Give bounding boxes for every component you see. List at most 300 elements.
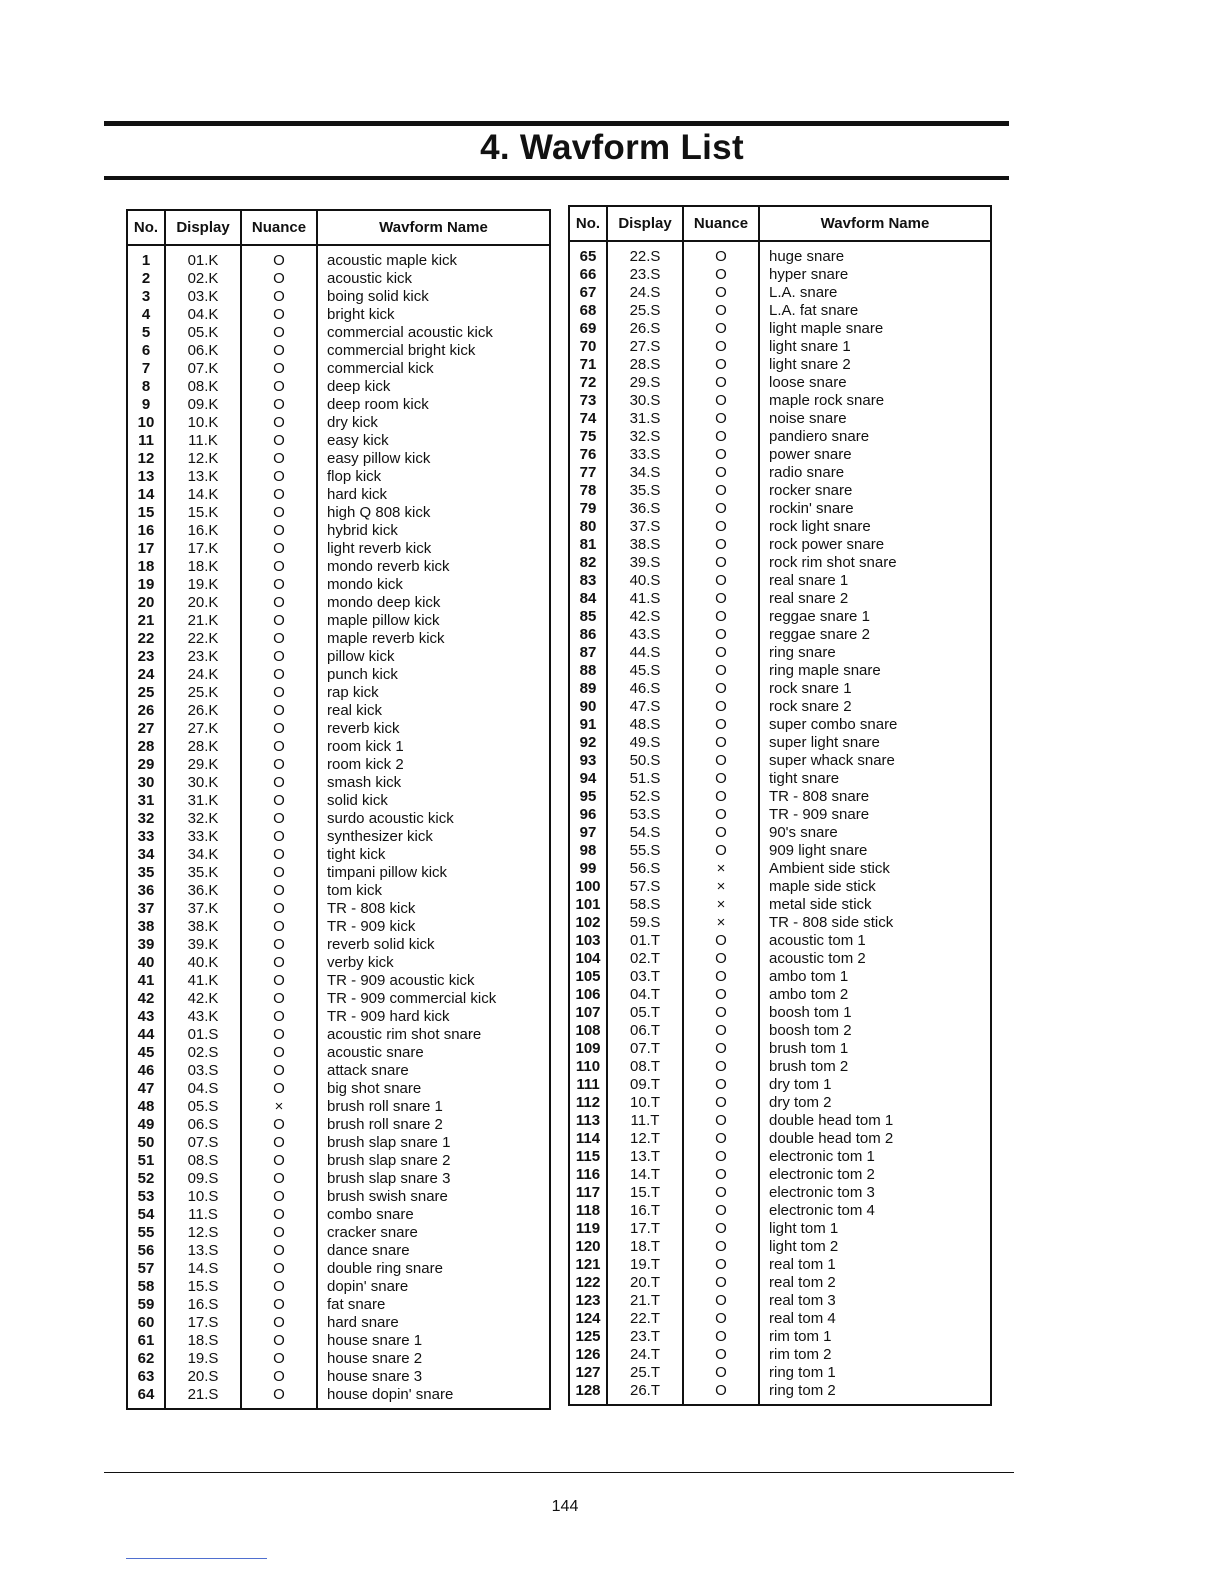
cell-no: 73 xyxy=(569,392,607,410)
cell-no: 30 xyxy=(127,774,165,792)
cell-nuance: O xyxy=(683,518,759,536)
table-row xyxy=(569,518,991,536)
cell-no: 111 xyxy=(569,1076,607,1094)
cell-no: 79 xyxy=(569,500,607,518)
cell-wavform-name: attack snare xyxy=(317,1062,550,1080)
cell-no: 94 xyxy=(569,770,607,788)
cell-no: 97 xyxy=(569,824,607,842)
cell-display: 53.S xyxy=(607,806,683,824)
cell-nuance: O xyxy=(241,738,317,756)
cell-display: 38.K xyxy=(165,918,241,936)
cell-no: 15 xyxy=(127,504,165,522)
cell-nuance: O xyxy=(241,900,317,918)
cell-display: 47.S xyxy=(607,698,683,716)
cell-nuance: O xyxy=(683,752,759,770)
cell-display: 44.S xyxy=(607,644,683,662)
header-rule-bottom xyxy=(104,176,1009,180)
cell-wavform-name: dry tom 2 xyxy=(759,1094,991,1112)
cell-no: 5 xyxy=(127,324,165,342)
cell-no: 103 xyxy=(569,932,607,950)
cell-no: 76 xyxy=(569,446,607,464)
cell-wavform-name: ring snare xyxy=(759,644,991,662)
cell-no: 42 xyxy=(127,990,165,1008)
table-row xyxy=(127,846,550,864)
table-row xyxy=(127,648,550,666)
footer-rule xyxy=(104,1472,1014,1473)
cell-no: 56 xyxy=(127,1242,165,1260)
cell-display: 27.S xyxy=(607,338,683,356)
table-row xyxy=(569,932,991,950)
table-row xyxy=(569,716,991,734)
cell-nuance: O xyxy=(241,1044,317,1062)
cell-wavform-name: dry tom 1 xyxy=(759,1076,991,1094)
cell-nuance: O xyxy=(241,522,317,540)
cell-no: 36 xyxy=(127,882,165,900)
table-row xyxy=(127,1368,550,1386)
cell-nuance: O xyxy=(241,972,317,990)
cell-no: 35 xyxy=(127,864,165,882)
cell-wavform-name: timpani pillow kick xyxy=(317,864,550,882)
cell-wavform-name: brush slap snare 2 xyxy=(317,1152,550,1170)
cell-no: 37 xyxy=(127,900,165,918)
cell-nuance: O xyxy=(683,968,759,986)
cell-nuance: O xyxy=(683,1112,759,1130)
cell-no: 88 xyxy=(569,662,607,680)
table-row xyxy=(569,1094,991,1112)
cell-nuance: O xyxy=(683,284,759,302)
cell-nuance: O xyxy=(683,842,759,860)
cell-wavform-name: radio snare xyxy=(759,464,991,482)
cell-display: 10.T xyxy=(607,1094,683,1112)
cell-wavform-name: synthesizer kick xyxy=(317,828,550,846)
cell-display: 10.K xyxy=(165,414,241,432)
cell-nuance: O xyxy=(241,396,317,414)
cell-no: 123 xyxy=(569,1292,607,1310)
cell-display: 18.T xyxy=(607,1238,683,1256)
table-row xyxy=(127,1260,550,1278)
cell-display: 50.S xyxy=(607,752,683,770)
cell-wavform-name: rock power snare xyxy=(759,536,991,554)
cell-no: 125 xyxy=(569,1328,607,1346)
table-row xyxy=(127,1134,550,1152)
cell-no: 65 xyxy=(569,241,607,266)
cell-display: 03.S xyxy=(165,1062,241,1080)
header-nuance: Nuance xyxy=(241,210,317,245)
table-row xyxy=(127,1116,550,1134)
cell-no: 86 xyxy=(569,626,607,644)
cell-nuance: O xyxy=(241,245,317,270)
cell-display: 05.S xyxy=(165,1098,241,1116)
table-row xyxy=(569,410,991,428)
cell-display: 36.K xyxy=(165,882,241,900)
table-row xyxy=(127,486,550,504)
table-row xyxy=(127,810,550,828)
table-row xyxy=(569,1256,991,1274)
cell-no: 14 xyxy=(127,486,165,504)
cell-wavform-name: commercial acoustic kick xyxy=(317,324,550,342)
header-nuance: Nuance xyxy=(683,206,759,241)
cell-wavform-name: TR - 808 kick xyxy=(317,900,550,918)
table-row xyxy=(127,324,550,342)
table-body-right xyxy=(569,241,991,1405)
table-row xyxy=(127,522,550,540)
cell-wavform-name: electronic tom 1 xyxy=(759,1148,991,1166)
cell-nuance: O xyxy=(241,936,317,954)
cell-nuance: O xyxy=(241,702,317,720)
cell-wavform-name: rock light snare xyxy=(759,518,991,536)
cell-nuance: O xyxy=(241,1242,317,1260)
cell-no: 98 xyxy=(569,842,607,860)
cell-wavform-name: easy kick xyxy=(317,432,550,450)
cell-display: 29.S xyxy=(607,374,683,392)
cell-no: 112 xyxy=(569,1094,607,1112)
cell-no: 120 xyxy=(569,1238,607,1256)
table-row xyxy=(127,594,550,612)
cell-display: 25.K xyxy=(165,684,241,702)
table-row xyxy=(127,1026,550,1044)
cell-no: 43 xyxy=(127,1008,165,1026)
table-row xyxy=(569,950,991,968)
table-row xyxy=(127,1152,550,1170)
cell-wavform-name: boosh tom 2 xyxy=(759,1022,991,1040)
cell-no: 24 xyxy=(127,666,165,684)
cell-display: 24.S xyxy=(607,284,683,302)
cell-no: 23 xyxy=(127,648,165,666)
cell-wavform-name: L.A. fat snare xyxy=(759,302,991,320)
cell-nuance: O xyxy=(241,1332,317,1350)
table-row xyxy=(127,828,550,846)
table-row xyxy=(569,860,991,878)
cell-display: 07.S xyxy=(165,1134,241,1152)
cell-display: 26.K xyxy=(165,702,241,720)
table-row xyxy=(569,1310,991,1328)
cell-nuance: O xyxy=(241,270,317,288)
cell-display: 27.K xyxy=(165,720,241,738)
cell-nuance: O xyxy=(683,1292,759,1310)
table-row xyxy=(569,1040,991,1058)
cell-display: 02.K xyxy=(165,270,241,288)
cell-nuance: O xyxy=(683,320,759,338)
cell-wavform-name: TR - 808 side stick xyxy=(759,914,991,932)
cell-nuance: O xyxy=(241,720,317,738)
cell-wavform-name: maple rock snare xyxy=(759,392,991,410)
cell-nuance: O xyxy=(241,1062,317,1080)
cell-wavform-name: reggae snare 1 xyxy=(759,608,991,626)
cell-no: 92 xyxy=(569,734,607,752)
header-wavform-name: Wavform Name xyxy=(317,210,550,245)
cell-display: 32.K xyxy=(165,810,241,828)
table-row xyxy=(569,1202,991,1220)
cell-no: 108 xyxy=(569,1022,607,1040)
cell-nuance: O xyxy=(241,1170,317,1188)
cell-no: 68 xyxy=(569,302,607,320)
cell-no: 53 xyxy=(127,1188,165,1206)
cell-wavform-name: reverb kick xyxy=(317,720,550,738)
table-row xyxy=(569,374,991,392)
cell-wavform-name: room kick 1 xyxy=(317,738,550,756)
table-row xyxy=(127,1386,550,1409)
cell-wavform-name: verby kick xyxy=(317,954,550,972)
cell-wavform-name: pandiero snare xyxy=(759,428,991,446)
cell-no: 64 xyxy=(127,1386,165,1409)
cell-no: 60 xyxy=(127,1314,165,1332)
cell-display: 02.T xyxy=(607,950,683,968)
cell-wavform-name: house dopin' snare xyxy=(317,1386,550,1409)
table-row xyxy=(569,266,991,284)
cell-no: 33 xyxy=(127,828,165,846)
cell-display: 49.S xyxy=(607,734,683,752)
cell-wavform-name: brush roll snare 2 xyxy=(317,1116,550,1134)
cell-nuance: O xyxy=(241,558,317,576)
cell-no: 119 xyxy=(569,1220,607,1238)
table-row xyxy=(127,1098,550,1116)
cell-wavform-name: noise snare xyxy=(759,410,991,428)
cell-nuance: O xyxy=(683,590,759,608)
cell-display: 14.T xyxy=(607,1166,683,1184)
cell-wavform-name: dance snare xyxy=(317,1242,550,1260)
cell-nuance: O xyxy=(683,1274,759,1292)
cell-display: 06.T xyxy=(607,1022,683,1040)
cell-wavform-name: commercial kick xyxy=(317,360,550,378)
table-row xyxy=(127,1170,550,1188)
cell-display: 25.T xyxy=(607,1364,683,1382)
table-row xyxy=(569,986,991,1004)
cell-wavform-name: dry kick xyxy=(317,414,550,432)
cell-display: 08.T xyxy=(607,1058,683,1076)
waveform-table-left xyxy=(126,209,551,1410)
cell-nuance: O xyxy=(241,1368,317,1386)
cell-nuance: O xyxy=(241,540,317,558)
cell-nuance: O xyxy=(241,756,317,774)
cell-display: 29.K xyxy=(165,756,241,774)
cell-display: 42.K xyxy=(165,990,241,1008)
cell-no: 82 xyxy=(569,554,607,572)
cell-no: 124 xyxy=(569,1310,607,1328)
cell-nuance: O xyxy=(683,1184,759,1202)
cell-display: 01.K xyxy=(165,245,241,270)
cell-nuance: O xyxy=(241,414,317,432)
cell-nuance: O xyxy=(683,554,759,572)
cell-nuance: O xyxy=(241,918,317,936)
cell-wavform-name: acoustic maple kick xyxy=(317,245,550,270)
cell-nuance: O xyxy=(683,1310,759,1328)
cell-no: 13 xyxy=(127,468,165,486)
table-row xyxy=(127,245,550,270)
cell-display: 05.K xyxy=(165,324,241,342)
table-row xyxy=(127,432,550,450)
cell-display: 31.K xyxy=(165,792,241,810)
table-row xyxy=(569,1166,991,1184)
cell-display: 35.S xyxy=(607,482,683,500)
cell-display: 03.K xyxy=(165,288,241,306)
cell-no: 127 xyxy=(569,1364,607,1382)
cell-display: 05.T xyxy=(607,1004,683,1022)
cell-wavform-name: tight snare xyxy=(759,770,991,788)
cell-display: 24.K xyxy=(165,666,241,684)
cell-display: 58.S xyxy=(607,896,683,914)
cell-wavform-name: acoustic tom 2 xyxy=(759,950,991,968)
cell-display: 43.K xyxy=(165,1008,241,1026)
cell-display: 17.S xyxy=(165,1314,241,1332)
header-no: No. xyxy=(569,206,607,241)
cell-display: 32.S xyxy=(607,428,683,446)
cell-wavform-name: brush swish snare xyxy=(317,1188,550,1206)
cell-wavform-name: boing solid kick xyxy=(317,288,550,306)
table-row xyxy=(569,698,991,716)
cell-wavform-name: rap kick xyxy=(317,684,550,702)
cell-display: 23.T xyxy=(607,1328,683,1346)
table-row xyxy=(569,896,991,914)
cell-wavform-name: house snare 3 xyxy=(317,1368,550,1386)
cell-display: 18.K xyxy=(165,558,241,576)
cell-wavform-name: reggae snare 2 xyxy=(759,626,991,644)
cell-no: 17 xyxy=(127,540,165,558)
table-row xyxy=(127,1062,550,1080)
table-row xyxy=(127,612,550,630)
cell-display: 12.S xyxy=(165,1224,241,1242)
cell-wavform-name: maple side stick xyxy=(759,878,991,896)
cell-nuance: O xyxy=(683,1076,759,1094)
cell-nuance: O xyxy=(683,1256,759,1274)
cell-no: 8 xyxy=(127,378,165,396)
cell-wavform-name: cracker snare xyxy=(317,1224,550,1242)
cell-wavform-name: brush tom 2 xyxy=(759,1058,991,1076)
cell-display: 56.S xyxy=(607,860,683,878)
cell-nuance: × xyxy=(683,914,759,932)
table-row xyxy=(127,342,550,360)
cell-nuance: O xyxy=(683,950,759,968)
table-row xyxy=(569,734,991,752)
cell-no: 26 xyxy=(127,702,165,720)
cell-no: 126 xyxy=(569,1346,607,1364)
cell-wavform-name: super light snare xyxy=(759,734,991,752)
cell-wavform-name: flop kick xyxy=(317,468,550,486)
cell-nuance: O xyxy=(241,1260,317,1278)
cell-no: 39 xyxy=(127,936,165,954)
cell-display: 22.T xyxy=(607,1310,683,1328)
waveform-table-right xyxy=(568,205,992,1406)
cell-no: 91 xyxy=(569,716,607,734)
cell-no: 75 xyxy=(569,428,607,446)
cell-no: 62 xyxy=(127,1350,165,1368)
cell-display: 20.T xyxy=(607,1274,683,1292)
cell-display: 19.T xyxy=(607,1256,683,1274)
cell-no: 9 xyxy=(127,396,165,414)
cell-no: 72 xyxy=(569,374,607,392)
cell-display: 45.S xyxy=(607,662,683,680)
cell-no: 6 xyxy=(127,342,165,360)
cell-no: 44 xyxy=(127,1026,165,1044)
cell-no: 104 xyxy=(569,950,607,968)
cell-nuance: O xyxy=(241,774,317,792)
table-row xyxy=(569,500,991,518)
cell-display: 52.S xyxy=(607,788,683,806)
cell-no: 83 xyxy=(569,572,607,590)
table-row xyxy=(127,450,550,468)
cell-no: 106 xyxy=(569,986,607,1004)
cell-wavform-name: rock snare 1 xyxy=(759,680,991,698)
cell-nuance: O xyxy=(241,648,317,666)
cell-display: 33.K xyxy=(165,828,241,846)
cell-nuance: O xyxy=(241,1134,317,1152)
cell-no: 61 xyxy=(127,1332,165,1350)
cell-wavform-name: acoustic kick xyxy=(317,270,550,288)
table-body-left xyxy=(127,245,550,1409)
cell-nuance: × xyxy=(241,1098,317,1116)
cell-no: 90 xyxy=(569,698,607,716)
cell-wavform-name: mondo reverb kick xyxy=(317,558,550,576)
cell-display: 09.T xyxy=(607,1076,683,1094)
cell-nuance: O xyxy=(683,1202,759,1220)
cell-no: 117 xyxy=(569,1184,607,1202)
cell-nuance: O xyxy=(683,338,759,356)
table-row xyxy=(127,540,550,558)
table-row xyxy=(569,1382,991,1405)
cell-wavform-name: maple reverb kick xyxy=(317,630,550,648)
table-row xyxy=(127,900,550,918)
cell-no: 29 xyxy=(127,756,165,774)
cell-display: 20.K xyxy=(165,594,241,612)
cell-wavform-name: high Q 808 kick xyxy=(317,504,550,522)
cell-display: 26.T xyxy=(607,1382,683,1405)
cell-nuance: O xyxy=(683,1058,759,1076)
cell-display: 07.T xyxy=(607,1040,683,1058)
cell-wavform-name: acoustic rim shot snare xyxy=(317,1026,550,1044)
cell-no: 46 xyxy=(127,1062,165,1080)
cell-nuance: O xyxy=(683,1094,759,1112)
cell-wavform-name: double head tom 2 xyxy=(759,1130,991,1148)
cell-no: 84 xyxy=(569,590,607,608)
cell-wavform-name: bright kick xyxy=(317,306,550,324)
cell-wavform-name: hard kick xyxy=(317,486,550,504)
cell-wavform-name: electronic tom 2 xyxy=(759,1166,991,1184)
cell-display: 09.K xyxy=(165,396,241,414)
cell-wavform-name: mondo kick xyxy=(317,576,550,594)
cell-display: 23.S xyxy=(607,266,683,284)
cell-display: 16.T xyxy=(607,1202,683,1220)
cell-wavform-name: house snare 2 xyxy=(317,1350,550,1368)
cell-display: 20.S xyxy=(165,1368,241,1386)
table-row xyxy=(569,662,991,680)
cell-nuance: O xyxy=(241,1188,317,1206)
cell-wavform-name: ring maple snare xyxy=(759,662,991,680)
table-row xyxy=(569,428,991,446)
cell-wavform-name: TR - 909 snare xyxy=(759,806,991,824)
cell-no: 71 xyxy=(569,356,607,374)
cell-wavform-name: Ambient side stick xyxy=(759,860,991,878)
cell-no: 99 xyxy=(569,860,607,878)
cell-display: 10.S xyxy=(165,1188,241,1206)
cell-wavform-name: super whack snare xyxy=(759,752,991,770)
cell-wavform-name: real snare 2 xyxy=(759,590,991,608)
table-row xyxy=(569,1328,991,1346)
cell-no: 34 xyxy=(127,846,165,864)
cell-display: 15.S xyxy=(165,1278,241,1296)
table-row xyxy=(569,842,991,860)
table-row xyxy=(127,378,550,396)
cell-no: 16 xyxy=(127,522,165,540)
cell-wavform-name: TR - 909 commercial kick xyxy=(317,990,550,1008)
cell-display: 41.S xyxy=(607,590,683,608)
table-row xyxy=(127,684,550,702)
cell-nuance: O xyxy=(241,1386,317,1409)
cell-display: 51.S xyxy=(607,770,683,788)
table-row xyxy=(127,306,550,324)
cell-wavform-name: reverb solid kick xyxy=(317,936,550,954)
cell-no: 12 xyxy=(127,450,165,468)
cell-no: 80 xyxy=(569,518,607,536)
cell-display: 38.S xyxy=(607,536,683,554)
